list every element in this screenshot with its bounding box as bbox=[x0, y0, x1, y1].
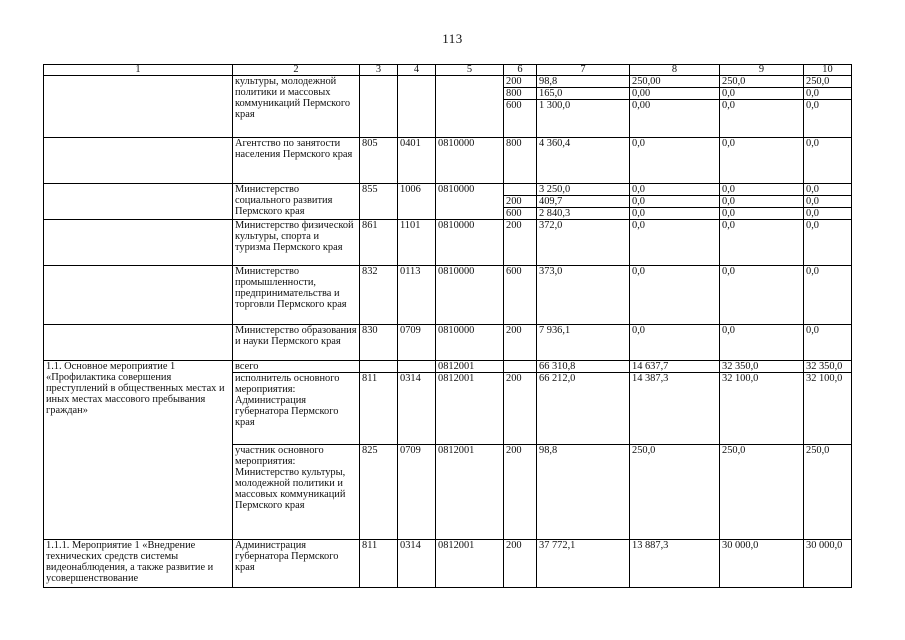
amount-cell: 14 637,7 bbox=[630, 361, 720, 373]
amount-cell: 66 310,8 bbox=[537, 361, 630, 373]
column-number: 7 bbox=[537, 65, 630, 76]
expense-type-cell: 200 bbox=[504, 220, 537, 266]
section-code-cell: 0401 bbox=[398, 138, 436, 184]
section-code-cell: 0709 bbox=[398, 325, 436, 361]
value: 0,00 bbox=[630, 87, 719, 99]
target-code-cell: 0812001 bbox=[436, 361, 504, 373]
participant-cell: Министерство социального развития Пермского края bbox=[233, 184, 360, 220]
amount-cell: 30 000,0 bbox=[720, 540, 804, 588]
amount-cell: 372,0 bbox=[537, 220, 630, 266]
column-number: 5 bbox=[436, 65, 504, 76]
value: 3 250,0 bbox=[539, 184, 571, 195]
value: 0,0 bbox=[630, 207, 719, 219]
value: 0,0 bbox=[720, 195, 803, 207]
event-cell bbox=[44, 184, 233, 220]
admin-code-cell bbox=[360, 361, 398, 373]
participant-cell: исполнитель основного мероприятия: Администрация губернатора Пермского края bbox=[233, 373, 360, 445]
amount-cell: 32 100,0 bbox=[720, 373, 804, 445]
value: 1 300,0 bbox=[537, 99, 629, 111]
section-code-cell: 1006 bbox=[398, 184, 436, 220]
value: 2 840,3 bbox=[537, 207, 629, 219]
value: 409,7 bbox=[537, 195, 629, 207]
event-cell bbox=[44, 266, 233, 325]
target-code-cell: 0810000 bbox=[436, 138, 504, 184]
expense-type-cell: 800 bbox=[504, 138, 537, 184]
event-title: 1.1.1. Мероприятие 1 «Внедрение технических средств системы видеонаблюдения, а также развитие и усовершенствование bbox=[44, 540, 233, 588]
section-code-cell bbox=[398, 76, 436, 138]
amount-cell: 0,0 bbox=[804, 138, 852, 184]
column-number: 3 bbox=[360, 65, 398, 76]
table-row bbox=[44, 76, 852, 138]
amount-cell: 37 772,1 bbox=[537, 540, 630, 588]
column-number: 4 bbox=[398, 65, 436, 76]
expense-type-cell: 200 bbox=[504, 540, 537, 588]
value: 165,0 bbox=[537, 87, 629, 99]
event-cell bbox=[44, 325, 233, 361]
amount-cell: 4 360,4 bbox=[537, 138, 630, 184]
value: 0,0 bbox=[804, 87, 851, 99]
amount-cell: 98,8 bbox=[537, 445, 630, 540]
column-number: 8 bbox=[630, 65, 720, 76]
participant-cell: участник основного мероприятия: Министерство культуры, молодежной политики и массовых коммуникаций Пермского края bbox=[233, 445, 360, 540]
value: 600 bbox=[504, 99, 536, 111]
admin-code-cell: 805 bbox=[360, 138, 398, 184]
expense-type-cell bbox=[504, 184, 537, 220]
amount-cell bbox=[537, 76, 630, 138]
table-row bbox=[44, 361, 852, 373]
amount-cell: 7 936,1 bbox=[537, 325, 630, 361]
amount-cell: 373,0 bbox=[537, 266, 630, 325]
section-code-cell: 0709 bbox=[398, 445, 436, 540]
admin-code-cell: 855 bbox=[360, 184, 398, 220]
admin-code-cell: 832 bbox=[360, 266, 398, 325]
amount-cell: 32 350,0 bbox=[804, 361, 852, 373]
amount-cell: 0,0 bbox=[804, 266, 852, 325]
amount-cell: 0,0 bbox=[804, 220, 852, 266]
admin-code-cell: 811 bbox=[360, 540, 398, 588]
amount-cell: 0,0 bbox=[720, 220, 804, 266]
amount-cell bbox=[804, 76, 852, 138]
value: 0,00 bbox=[630, 99, 719, 111]
value: 0,0 bbox=[804, 207, 851, 219]
target-code-cell: 0810000 bbox=[436, 266, 504, 325]
admin-code-cell: 825 bbox=[360, 445, 398, 540]
value: 0,0 bbox=[720, 99, 803, 111]
amount-cell: 0,0 bbox=[720, 266, 804, 325]
column-number: 10 bbox=[804, 65, 852, 76]
target-code-cell bbox=[436, 76, 504, 138]
participant-cell: Министерство промышленности, предпринимательства и торговли Пермского края bbox=[233, 266, 360, 325]
amount-cell: 14 387,3 bbox=[630, 373, 720, 445]
section-code-cell bbox=[398, 361, 436, 373]
admin-code-cell: 830 bbox=[360, 325, 398, 361]
amount-cell: 0,0 bbox=[630, 138, 720, 184]
value: 200 bbox=[506, 76, 522, 87]
value: 0,0 bbox=[804, 99, 851, 111]
column-number-row bbox=[44, 65, 852, 76]
section-code-cell: 0314 bbox=[398, 540, 436, 588]
amount-cell: 66 212,0 bbox=[537, 373, 630, 445]
expense-type-cell bbox=[504, 361, 537, 373]
value: 0,0 bbox=[804, 195, 851, 207]
amount-cell bbox=[630, 76, 720, 138]
column-number: 9 bbox=[720, 65, 804, 76]
amount-cell: 250,0 bbox=[720, 445, 804, 540]
admin-code-cell: 861 bbox=[360, 220, 398, 266]
target-code-cell: 0810000 bbox=[436, 325, 504, 361]
participant-cell: Администрация губернатора Пермского края bbox=[233, 540, 360, 588]
amount-cell: 32 350,0 bbox=[720, 361, 804, 373]
value: 0,0 bbox=[722, 184, 735, 195]
target-code-cell: 0810000 bbox=[436, 220, 504, 266]
table-row bbox=[44, 138, 852, 184]
amount-cell: 13 887,3 bbox=[630, 540, 720, 588]
value: 0,0 bbox=[632, 184, 645, 195]
participant-cell: всего bbox=[233, 361, 360, 373]
expense-type-cell: 200 bbox=[504, 373, 537, 445]
amount-cell: 30 000,0 bbox=[804, 540, 852, 588]
target-code-cell: 0810000 bbox=[436, 184, 504, 220]
value: 250,0 bbox=[722, 76, 746, 87]
amount-cell: 0,0 bbox=[720, 325, 804, 361]
expense-type-cell bbox=[504, 76, 537, 138]
amount-cell: 250,0 bbox=[630, 445, 720, 540]
target-code-cell: 0812001 bbox=[436, 373, 504, 445]
column-number: 2 bbox=[233, 65, 360, 76]
table-row bbox=[44, 220, 852, 266]
amount-cell: 0,0 bbox=[630, 220, 720, 266]
page-number: 113 bbox=[442, 31, 463, 46]
amount-cell: 0,0 bbox=[804, 325, 852, 361]
table-row bbox=[44, 184, 852, 220]
amount-cell: 32 100,0 bbox=[804, 373, 852, 445]
value: 800 bbox=[504, 87, 536, 99]
value: 0,0 bbox=[720, 207, 803, 219]
amount-cell: 250,0 bbox=[804, 445, 852, 540]
table-row bbox=[44, 266, 852, 325]
main-event-title: 1.1. Основное мероприятие 1 «Профилактика совершения преступлений в общественных местах и иных местах массового пребывания граждан» bbox=[44, 361, 233, 540]
event-cell bbox=[44, 138, 233, 184]
amount-cell: 0,0 bbox=[720, 138, 804, 184]
participant-cell: Министерство физической культуры, спорта и туризма Пермского края bbox=[233, 220, 360, 266]
participant-cell: Министерство образования и науки Пермского края bbox=[233, 325, 360, 361]
table-row bbox=[44, 540, 852, 588]
value: 200 bbox=[504, 195, 536, 207]
amount-cell bbox=[804, 184, 852, 220]
expense-type-cell: 600 bbox=[504, 266, 537, 325]
event-cell bbox=[44, 220, 233, 266]
event-cell bbox=[44, 76, 233, 138]
budget-table bbox=[43, 64, 852, 588]
admin-code-cell: 811 bbox=[360, 373, 398, 445]
expense-type-cell: 200 bbox=[504, 325, 537, 361]
table-row bbox=[44, 325, 852, 361]
amount-cell bbox=[720, 76, 804, 138]
participant-cell: культуры, молодежной политики и массовых коммуникаций Пермского края bbox=[233, 76, 360, 138]
expense-type-cell: 200 bbox=[504, 445, 537, 540]
column-number: 1 bbox=[44, 65, 233, 76]
value: 250,00 bbox=[632, 76, 661, 87]
value: 98,8 bbox=[539, 76, 558, 87]
section-code-cell: 0113 bbox=[398, 266, 436, 325]
target-code-cell: 0812001 bbox=[436, 445, 504, 540]
value bbox=[504, 184, 536, 195]
amount-cell bbox=[537, 184, 630, 220]
value: 250,0 bbox=[806, 76, 830, 87]
value: 0,0 bbox=[630, 195, 719, 207]
column-number: 6 bbox=[504, 65, 537, 76]
value: 0,0 bbox=[806, 184, 819, 195]
target-code-cell: 0812001 bbox=[436, 540, 504, 588]
section-code-cell: 0314 bbox=[398, 373, 436, 445]
participant-cell: Агентство по занятости населения Пермского края bbox=[233, 138, 360, 184]
admin-code-cell bbox=[360, 76, 398, 138]
value: 0,0 bbox=[720, 87, 803, 99]
amount-cell bbox=[720, 184, 804, 220]
section-code-cell: 1101 bbox=[398, 220, 436, 266]
amount-cell bbox=[630, 184, 720, 220]
amount-cell: 0,0 bbox=[630, 266, 720, 325]
value: 600 bbox=[504, 207, 536, 219]
amount-cell: 0,0 bbox=[630, 325, 720, 361]
